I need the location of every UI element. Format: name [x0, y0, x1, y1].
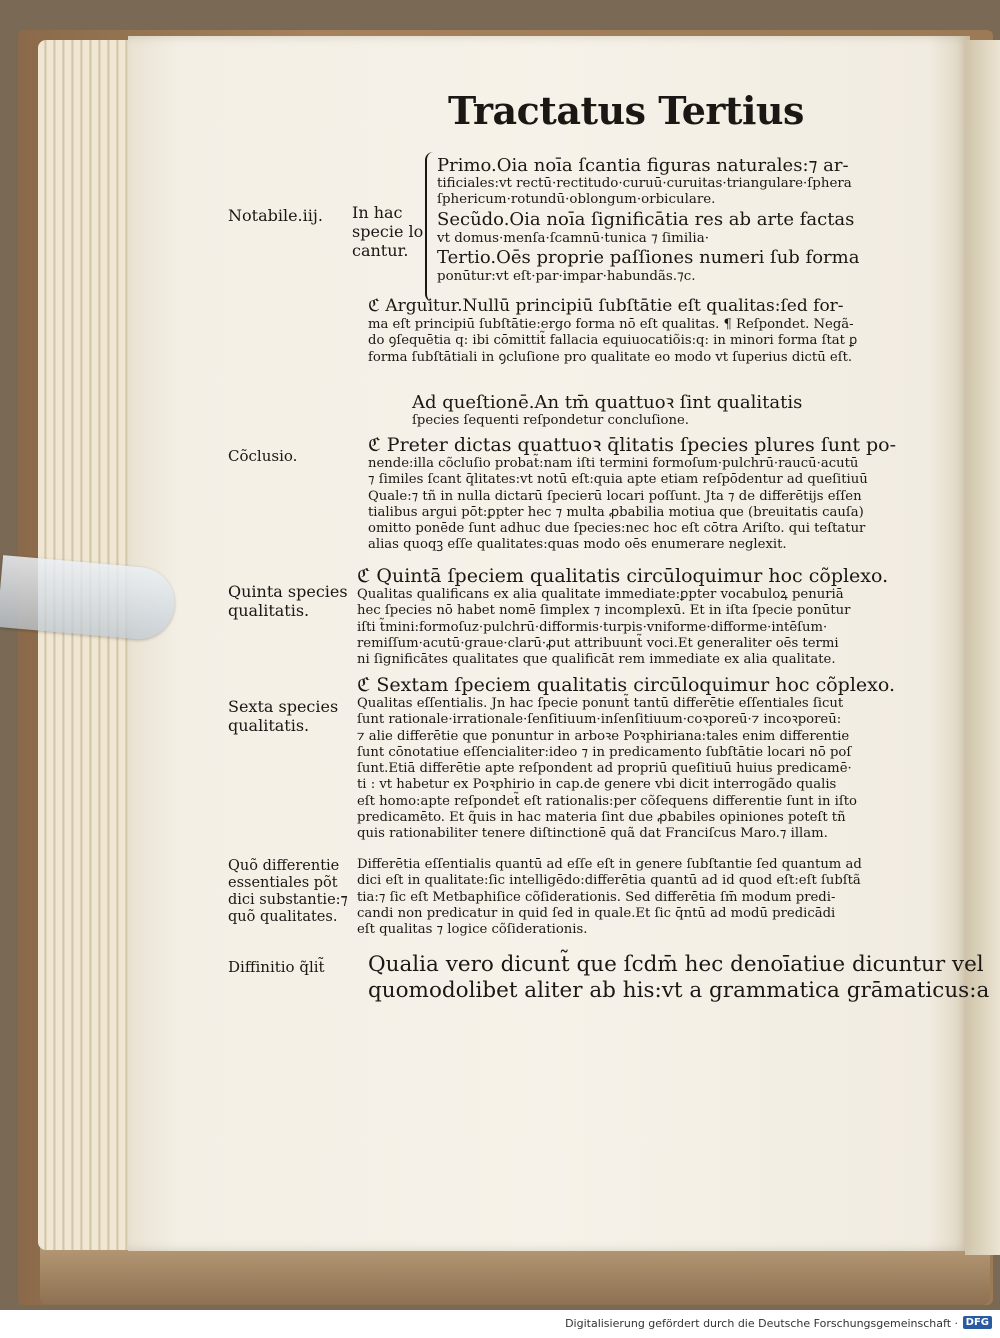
text-line: Ad queſtionē.An tm̄ quattuoꝛ ſint qualitatis	[412, 392, 803, 413]
paragraph-quintam	[357, 566, 888, 668]
text-line: Tertio.Oēs proprie paſſiones numeri ſub forma	[437, 246, 860, 268]
paragraph-arguitur	[368, 296, 857, 366]
text-line: ma eſt principiū ſubſtātie:ergo forma nō eſt qualitas. ¶ Reſpondet. Negã-	[368, 317, 854, 332]
text-line: Qualitas eſſentialis. Jn hac ſpecie ponunt̃ tantū differētie eſſentiales ſicut	[357, 696, 844, 711]
text-line: vt domus·menſa·ſcamnū·tunica ⁊ ſimilia·	[437, 230, 709, 246]
text-line: iſti t̃mini:formoſuz·pulchrū·difformis·turpis·vniforme·difforme·intēſum·	[357, 619, 828, 635]
text-line: Secũdo.Oia noīa ſignificātia res ab arte factas	[437, 208, 855, 230]
paragraph-preter	[368, 435, 896, 554]
page-edges	[38, 40, 138, 1250]
margin-note-quinta: Quinta species qualitatis.	[228, 582, 348, 620]
margin-note-diffinitio: Diffinitio q̃lit̃	[228, 958, 325, 976]
text-line: tificiales:vt rectū·rectitudo·curuū·curuitas·triangulare·ſphera	[437, 176, 852, 191]
text-line: Primo.Oia noīa ſcantia figuras naturales:⁊ ar-	[437, 155, 849, 176]
text-line: nende:illa cõcluſio probat̃:nam iſti termini formoſum·pulchrū·raucū·acutū	[368, 456, 859, 471]
paragraph-primo	[437, 156, 859, 285]
text-line: eſt homo:apte reſpondet̃ eſt rationalis:per cõſequens differentie ſunt in iſto	[357, 793, 857, 809]
text-line: dici eſt in qualitate:ſic intelligēdo:differētia quantū ad id quod eſt:eſt ſubſtã	[357, 873, 861, 889]
text-line: hec ſpecies nō habet nomē ſimplex ⁊ incomplexū. Et in iſta ſpecie ponūtur	[357, 603, 851, 619]
text-line: ℭ Sextam ſpeciem qualitatis circūloquimur hoc cõplexo.	[357, 674, 896, 696]
text-line: do ꝯſequētia q: ibi cōmittit̃ fallacia equiuocatiõis:q: in minori forma ſtat ꝑ	[368, 333, 858, 349]
text-line: ſunt rationale·irrationale·ſenſitiuum·inſenſitiuum·coꝛporeū·⁊ incoꝛporeū:	[357, 712, 842, 728]
text-line: ℭ Preter dictas quattuoꝛ q̄litatis ſpecies plures ſunt po-	[368, 434, 897, 456]
text-line: ponūtur:vt eſt·par·impar·habundãs.⁊c.	[437, 268, 696, 284]
margin-note-notabile: Notabile.iij.	[228, 206, 323, 225]
paragraph-qualia	[368, 952, 989, 1004]
text-line: quis rationabiliter tenere diſtinctionē quã dat Franciſcus Maro.⁊ illam.	[357, 826, 828, 842]
digitization-credit: Digitalisierung gefördert durch die Deutsche Forschungsgemeinschaft ·	[565, 1317, 958, 1330]
text-line: tia:⁊ ſic eſt Metbaphiſice cõſiderationis. Sed differētia ſm̄ modum predi-	[357, 889, 836, 905]
text-line: candi non predicatur in quid ſed in quale.Et ſic q̄ntū ad modū predicādi	[357, 905, 836, 921]
text-line: ſphericum·rotundū·oblongum·orbiculare.	[437, 192, 716, 208]
footer-bar	[0, 1310, 1000, 1338]
text-line: ⁊ alie differētie que ponuntur in arboꝛe Poꝛphiriana:tales enim differentie	[357, 728, 850, 744]
text-line: Quale:⁊ tñ in nulla dictarū ſpecierū locari poſſunt. Jta ⁊ de differētijs eſſen	[368, 488, 862, 504]
text-line: ℭ Quintā ſpeciem qualitatis circūloquimur hoc cõplexo.	[357, 565, 889, 587]
text-line: ſunt.Etiā differētie apte reſpondent ad propriū queſitiuū huius predicamē·	[357, 761, 852, 777]
margin-note-in-hac: In hac specie lo cantur.	[352, 203, 424, 260]
page-title: Tractatus Tertius	[448, 88, 804, 133]
text-line: tialibus argui pōt:ꝑpter hec ⁊ multa ꝓbabilia motiua que (breuitatis cauſa)	[368, 504, 864, 520]
text-line: eſt qualitas ⁊ logice cõſiderationis.	[357, 922, 588, 938]
text-line: Qualitas qualificans ex alia qualitate immediate:ꝑpter vocabuloꝝ penuriā	[357, 587, 844, 602]
paragraph-ad-questionem	[412, 392, 802, 429]
text-line: ti : vt habetur ex Poꝛphirio in cap.de genere vbi dicit interrogãdo qualis	[357, 777, 837, 793]
margin-note-quomodo: Quõ differentie essentiales põt dici substantie:⁊ quõ qualitates.	[228, 858, 348, 925]
facing-page-edge	[965, 40, 1000, 1255]
text-line: ſunt cōnotatiue eſſencialiter:ideo ⁊ in predicamento ſubſtātie locari nō poſ	[357, 744, 852, 760]
text-line: ni ſignificātes qualitates que qualificāt rem immediate ex alia qualitate.	[357, 652, 836, 668]
paragraph-sextam	[357, 675, 895, 843]
text-line: Qualia vero dicunt̃ que ſcdm̄ hec denoīatiue dicuntur vel	[368, 952, 984, 977]
paragraph-differentia	[357, 857, 862, 938]
text-line: forma ſubſtātiali in ꝯcluſione pro qualitate eo modo vt ſuperius dictū eſt.	[368, 349, 853, 365]
margin-note-sexta: Sexta species qualitatis.	[228, 697, 339, 735]
text-line: Differētia eſſentialis quantū ad eſſe eſt in genere ſubſtantie ſed quantum ad	[357, 857, 862, 872]
text-line: ⁊ ſimiles ſcant q̄litates:vt notū eſt:quia apte etiam reſpōdentur ad queſitiuū	[368, 472, 868, 488]
text-line: omitto ponēde ſunt adhuc due ſpecies:nec hoc eſt cōtra Ariſto. qui teſtatur	[368, 521, 866, 537]
text-line: alias quoqꝫ eſſe qualitates:quas modo oēs enumerare neglexit.	[368, 537, 787, 553]
text-line: ſpecies ſequenti reſpondetur concluſione.	[412, 413, 689, 428]
text-line: quomodolibet aliter ab his:vt a grammatica grāmaticus:a	[368, 978, 990, 1003]
text-line: predicamēto. Et q̃uis in hac materia ſint due ꝓbabiles opiniones poteſt tñ	[357, 810, 846, 826]
dfg-logo: DFG	[963, 1316, 992, 1329]
brace-bracket	[425, 152, 437, 302]
text-line: ℭ Arguitur.Nullū principiū ſubſtātie eſt qualitas:ſed for-	[368, 296, 844, 316]
margin-note-conclusio: Cõclusio.	[228, 447, 298, 465]
text-line: remiſſum·acutū·graue·clarū·ꝓut attribuunt̃ voci.Et generaliter oēs termi	[357, 635, 839, 651]
